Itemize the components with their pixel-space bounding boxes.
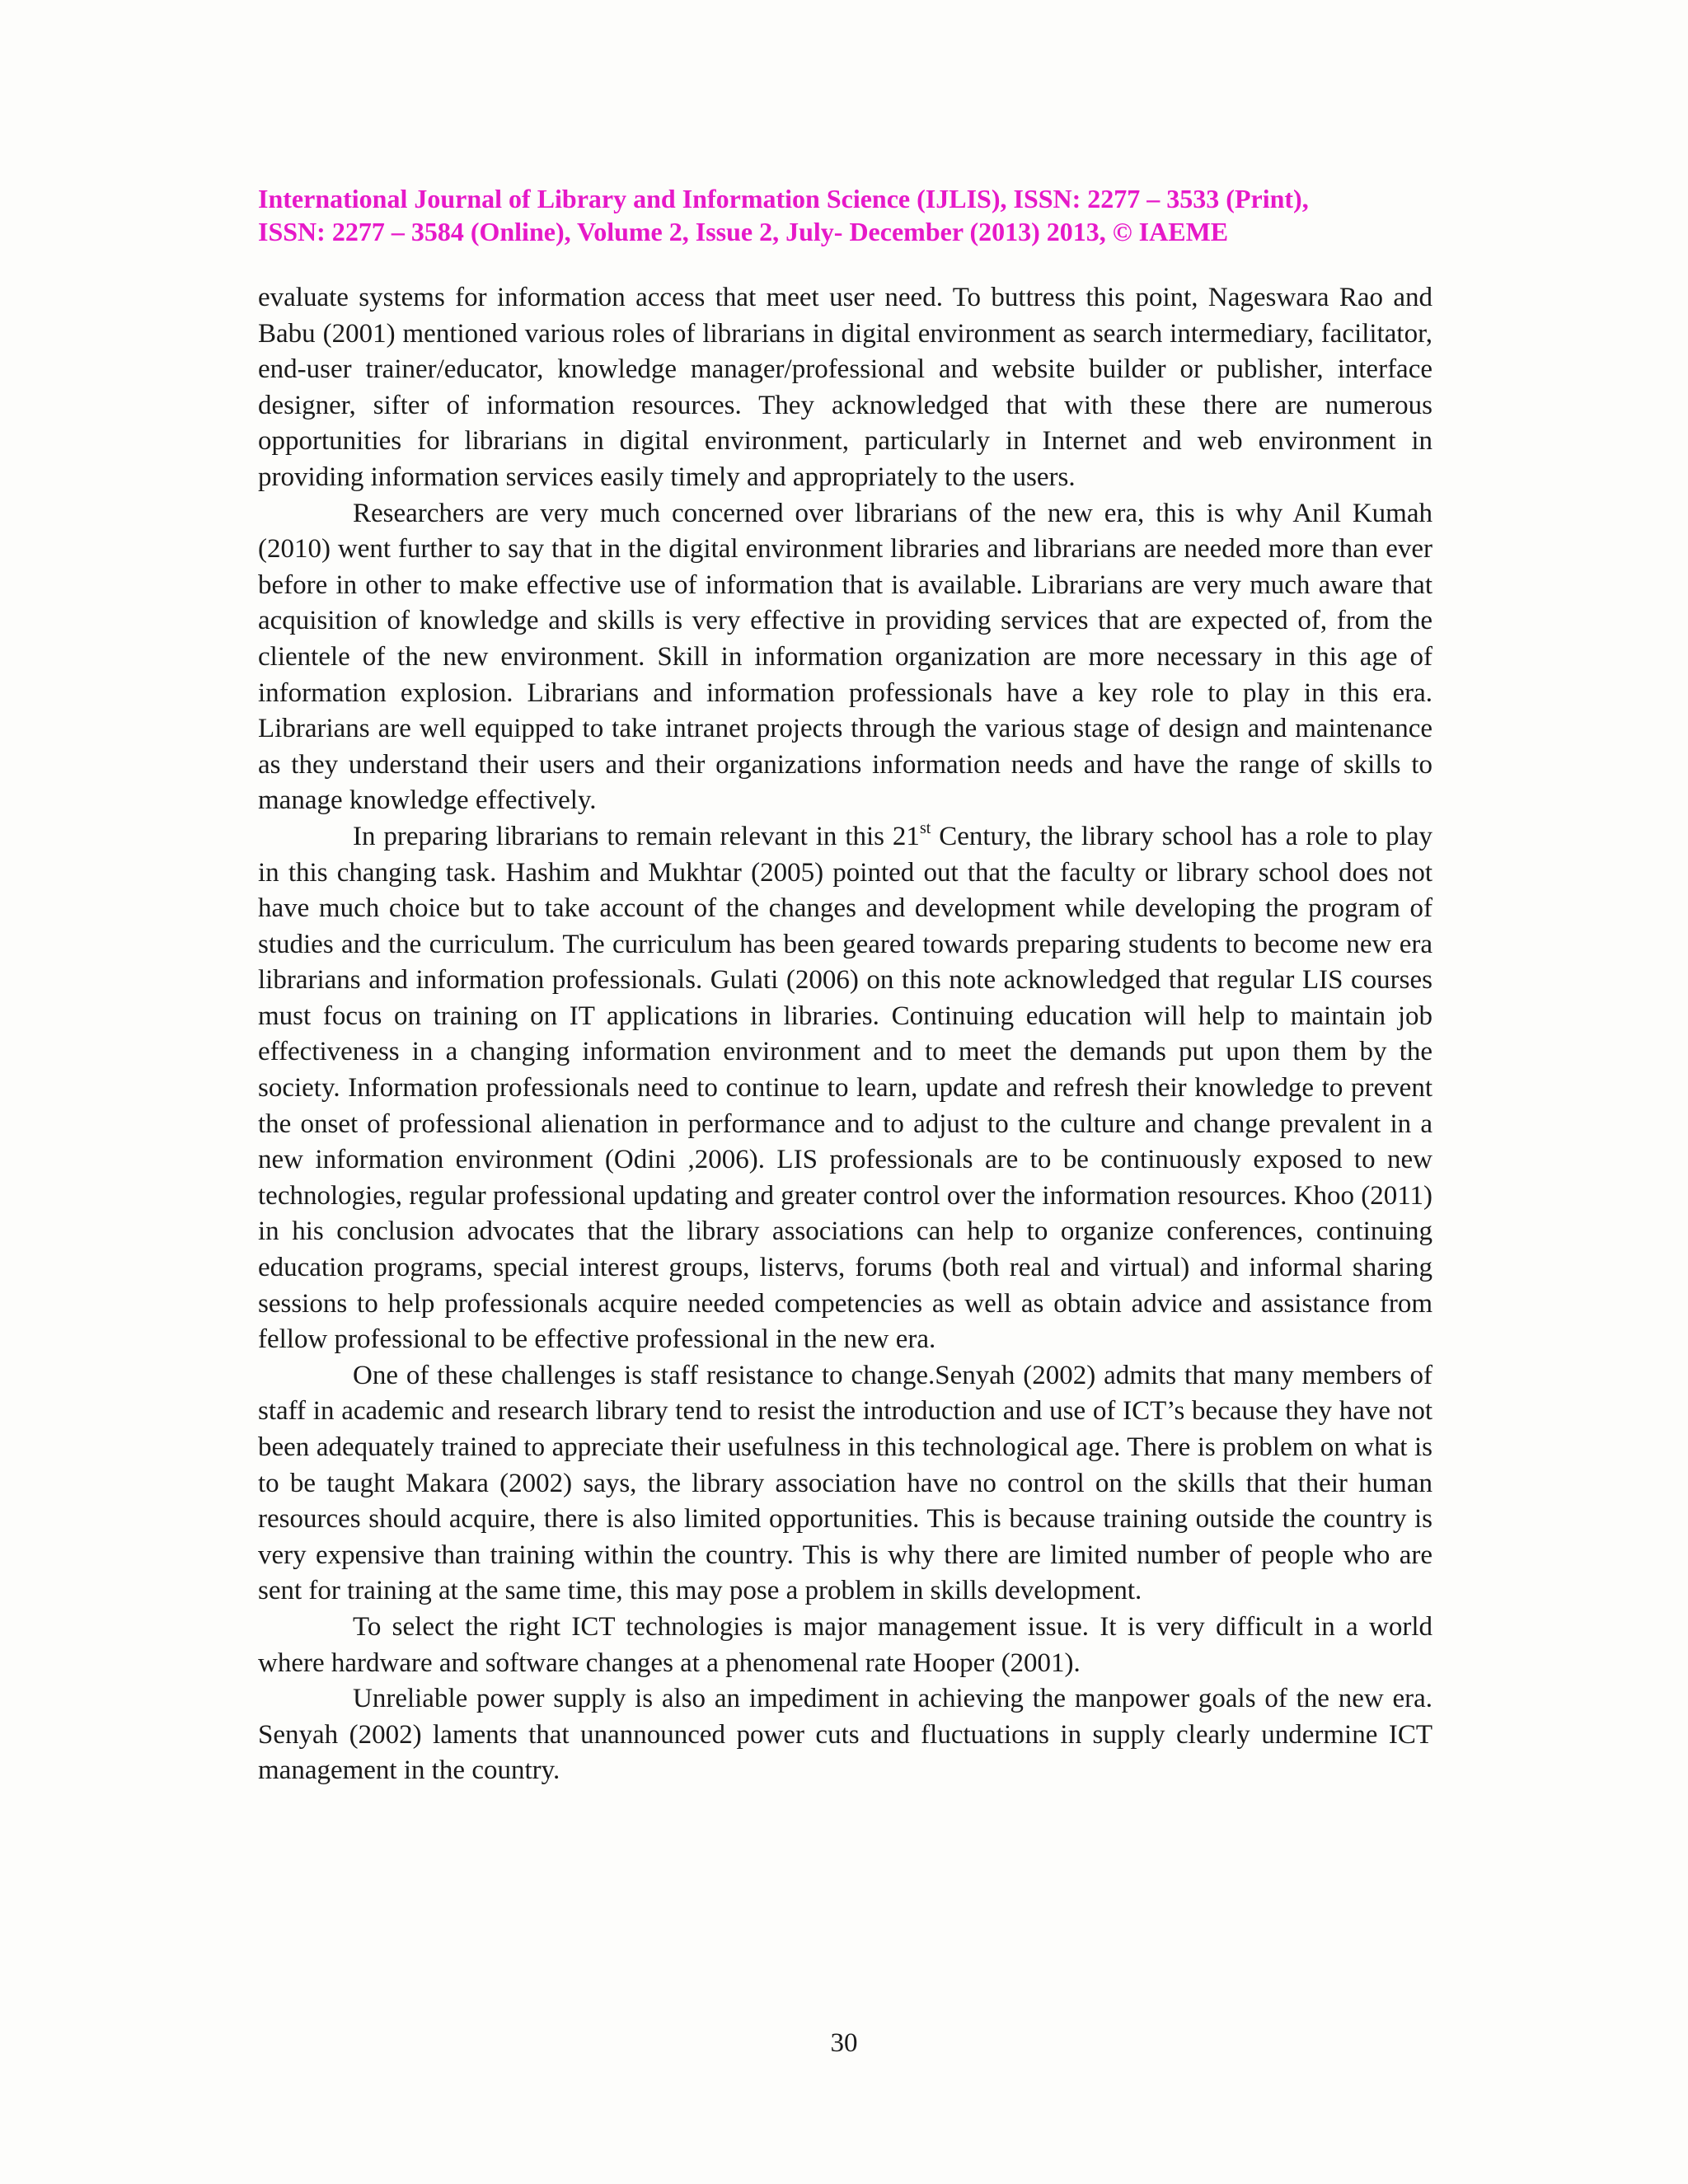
body-text	[258, 280, 1432, 1789]
paragraph-3	[258, 819, 1432, 1358]
paragraph-5: To select the right ICT technologies is major management issue. It is very difficult in a world where hardware and software changes at a phenomenal rate Hooper (2001).	[258, 1611, 1432, 1678]
ordinal-superscript: st	[919, 818, 931, 837]
page-number: 30	[830, 2028, 858, 2058]
paragraph-4: One of these challenges is staff resistance to change.Senyah (2002) admits that many members of staff in academic and research library tend to resist the introduction and use of ICT’s because they have not been adequately trained to appreciate their usefulness in this technological age. There is problem on what is to be taught Makara (2002) says, the library association have no control on the skills that their human resources should acquire, there is also limited opportunities. This is because training outside the country is very expensive than training within the country. This is why there are limited number of people who are sent for training at the same time, this may pose a problem in skills development.	[258, 1360, 1432, 1606]
paragraph-2: Researchers are very much concerned over librarians of the new era, this is why Anil Kumah (2010) went further to say that in the digital environment libraries and librarians are needed more than ever before in other to make effective use of information that is available. Librarians are very much aware that acquisition of knowledge and skills is very effective in providing services that are expected of, from the clientele of the new environment. Skill in information organization are more necessary in this age of information explosion. Librarians and information professionals have a key role to play in this era. Librarians are well equipped to take intranet projects through the various stage of design and maintenance as they understand their users and their organizations information needs and have the range of skills to manage knowledge effectively.	[258, 498, 1432, 816]
paragraph-3-start: In preparing librarians to remain relevant in this 21	[353, 821, 920, 851]
journal-header-line-1: International Journal of Library and Information Science (IJLIS), ISSN: 2277 – 3533 (Print),	[258, 184, 1309, 213]
paragraph-1: evaluate systems for information access that meet user need. To buttress this point, Nageswara Rao and Babu (2001) mentioned various roles of librarians in digital environment as search intermediary, facilitator, end-user trainer/educator, knowledge manager/professional and website builder or publisher, interface designer, sifter of information resources. They acknowledged that with these there are numerous opportunities for librarians in digital environment, particularly in Internet and web environment in providing information services easily timely and appropriately to the users.	[258, 283, 1432, 492]
journal-header	[258, 182, 1432, 248]
paragraph-6: Unreliable power supply is also an impediment in achieving the manpower goals of the new era. Senyah (2002) laments that unannounced power cuts and fluctuations in supply clearly undermine ICT management in the country.	[258, 1684, 1432, 1786]
journal-header-line-2: ISSN: 2277 – 3584 (Online), Volume 2, Issue 2, July- December (2013) 2013, © IAEME	[258, 217, 1229, 246]
paragraph-3-rest: Century, the library school has a role to play in this changing task. Hashim and Mukhtar (2005) pointed out that the faculty or library school does not have much choice but to take account of the changes and development while developing the program of studies and the curriculum. The curriculum has been geared towards preparing students to become new era librarians and information professionals. Gulati (2006) on this note acknowledged that regular LIS courses must focus on training on IT applications in libraries. Continuing education will help to maintain job effectiveness in a changing information environment and to meet the demands put upon them by the society. Information professionals need to continue to learn, update and refresh their knowledge to prevent the onset of professional alienation in performance and to adjust to the culture and change prevalent in a new information environment (Odini ,2006). LIS professionals are to be continuously exposed to new technologies, regular professional updating and greater control over the information resources. Khoo (2011) in his conclusion advocates that the library associations can help to organize conferences, continuing education programs, special interest groups, listervs, forums (both real and virtual) and informal sharing sessions to help professionals acquire needed competencies as well as obtain advice and assistance from fellow professional to be effective professional in the new era.	[258, 821, 1432, 1355]
